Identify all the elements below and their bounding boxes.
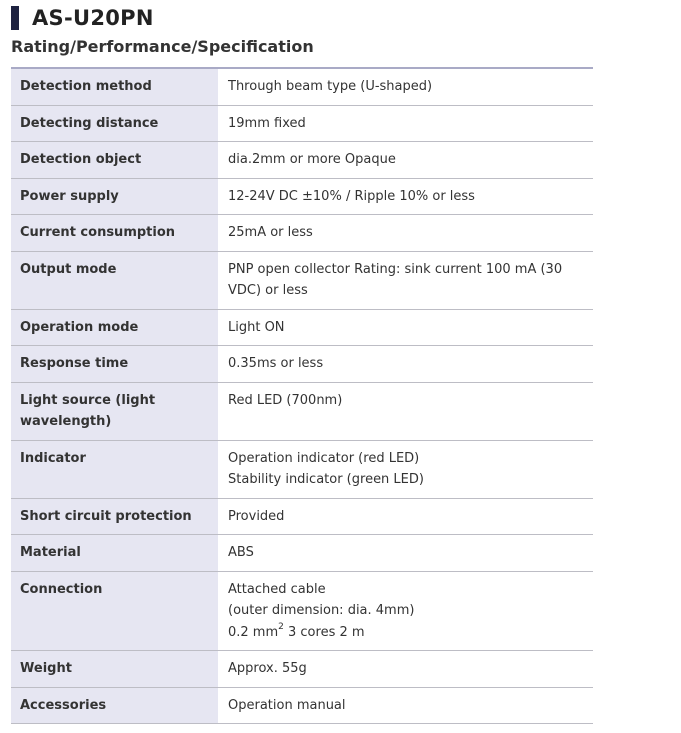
row-label-detecting-distance: Detecting distance (11, 105, 218, 142)
value-line: Provided (228, 508, 285, 524)
table-row (11, 105, 593, 142)
value-line: dia.2mm or more Opaque (228, 152, 396, 167)
table-row (11, 382, 593, 440)
row-label-accessories: Accessories (11, 687, 218, 724)
row-label-current-consumption: Current consumption (11, 215, 218, 252)
title-accent-bar (11, 6, 19, 30)
row-label-weight: Weight (11, 651, 218, 688)
row-label-light-source: Light source (light wavelength) (11, 382, 218, 440)
page-heading (11, 6, 154, 30)
row-value-detection-object (218, 142, 593, 179)
table-row (11, 687, 593, 724)
value-line: Approx. 55g (228, 661, 307, 676)
row-label-power-supply: Power supply (11, 178, 218, 215)
row-label-connection: Connection (11, 571, 218, 651)
row-label-operation-mode: Operation mode (11, 309, 218, 346)
row-label-detection-object: Detection object (11, 142, 218, 179)
page-title: AS-U20PN (32, 6, 154, 30)
value-line: Stability indicator (green LED) (228, 472, 424, 487)
value-line: Light ON (228, 319, 285, 335)
row-value-output-mode (218, 251, 593, 309)
row-value-power-supply (218, 178, 593, 215)
row-value-connection (218, 571, 593, 651)
row-label-detection-method: Detection method (11, 68, 218, 105)
row-value-weight (218, 651, 593, 688)
table-row (11, 535, 593, 572)
row-value-short-circuit-protection (218, 498, 593, 535)
table-row (11, 309, 593, 346)
table-row (11, 346, 593, 383)
value-line: Through beam type (U-shaped) (228, 79, 433, 94)
value-line: Operation indicator (red LED) (228, 450, 420, 466)
cable-size: 0.2 mm (228, 624, 279, 640)
row-value-response-time (218, 346, 593, 383)
table-row (11, 498, 593, 535)
row-value-operation-mode (218, 309, 593, 346)
table-row (11, 215, 593, 252)
table-row (11, 571, 593, 651)
table-row (11, 251, 593, 309)
value-line: 19mm fixed (228, 115, 306, 131)
row-label-output-mode: Output mode (11, 251, 218, 309)
row-label-response-time: Response time (11, 346, 218, 383)
value-line: 25mA or less (228, 225, 313, 240)
value-line: 0.35ms or less (228, 356, 324, 371)
value-line: Operation manual (228, 697, 346, 713)
row-value-accessories (218, 687, 593, 724)
specification-table (11, 67, 593, 724)
table-row (11, 142, 593, 179)
value-line: PNP open collector Rating: sink current 100 mA (30 VDC) or less (228, 261, 563, 298)
row-value-indicator (218, 440, 593, 498)
table-row (11, 651, 593, 688)
value-line: 12-24V DC ±10% / Ripple 10% or less (228, 188, 475, 204)
row-value-detection-method (218, 68, 593, 105)
value-line: (outer dimension: dia. 4mm) (228, 603, 415, 618)
cable-cores: 3 cores 2 m (283, 624, 365, 640)
value-line: Attached cable (228, 581, 326, 597)
cable-spec-line (228, 622, 584, 644)
row-value-detecting-distance (218, 105, 593, 142)
row-label-indicator: Indicator (11, 440, 218, 498)
row-value-material (218, 535, 593, 572)
row-label-material: Material (11, 535, 218, 572)
value-line: ABS (228, 545, 254, 560)
row-value-current-consumption (218, 215, 593, 252)
value-line: Red LED (700nm) (228, 392, 343, 408)
cable-size-superscript: 2 (278, 622, 284, 633)
section-subtitle: Rating/Performance/Specification (11, 37, 314, 56)
table-row (11, 68, 593, 105)
table-row (11, 178, 593, 215)
row-label-short-circuit-protection: Short circuit protection (11, 498, 218, 535)
table-row (11, 440, 593, 498)
row-value-light-source (218, 382, 593, 440)
